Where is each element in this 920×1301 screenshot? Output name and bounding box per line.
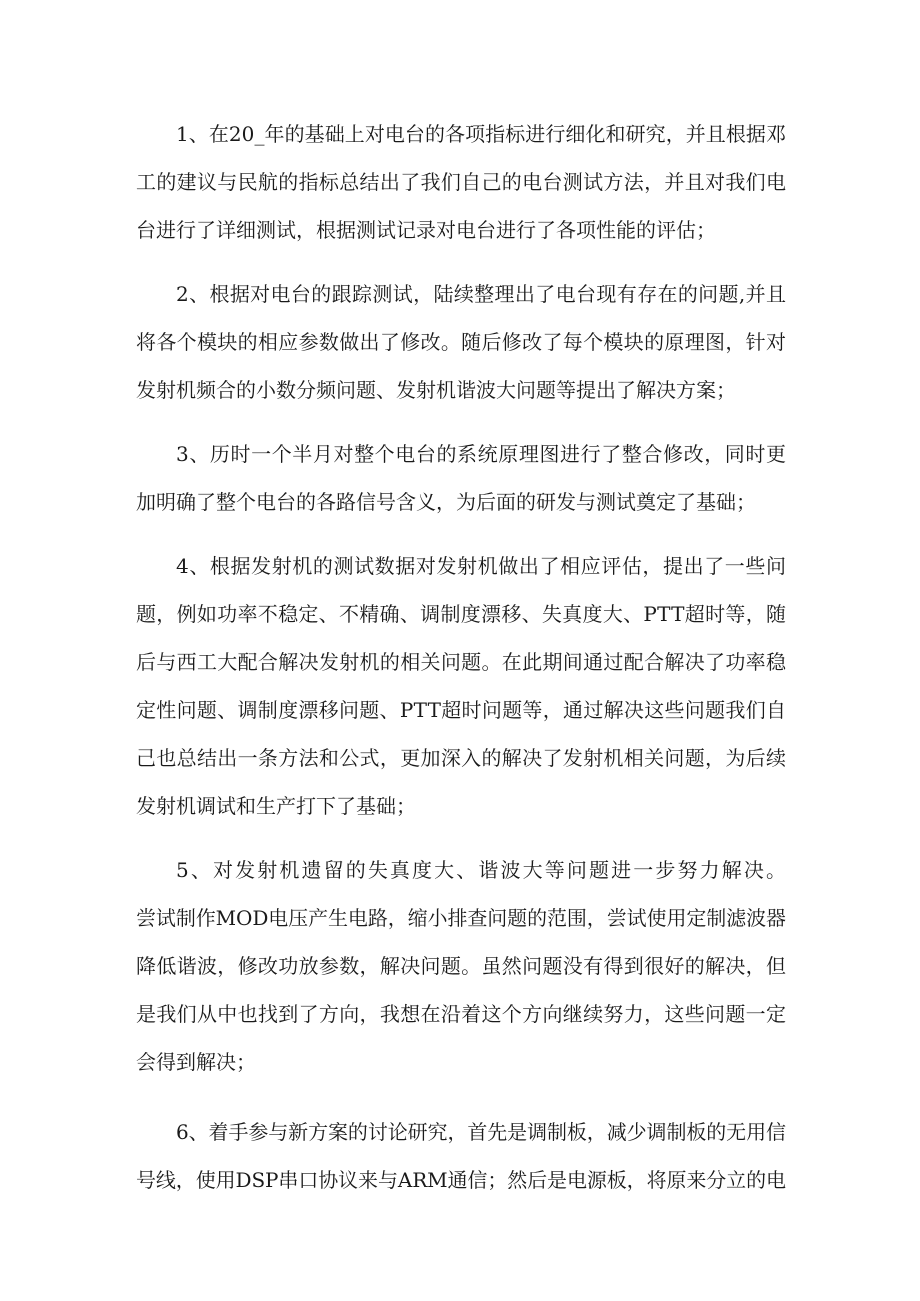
text-line <box>0 1112 920 1152</box>
text-line <box>0 594 920 634</box>
text-line <box>0 994 920 1034</box>
text-line <box>0 1042 920 1082</box>
line-text: 1、在20_年的基础上对电台的各项指标进行细化和研究，并且根据邓 <box>176 122 787 146</box>
text-line <box>0 690 920 730</box>
text-line <box>0 370 920 410</box>
line-text: 2、根据对电台的跟踪测试，陆续整理出了电台现有存在的问题,并且 <box>176 282 787 306</box>
line-text: 5、对发射机遗留的失真度大、谐波大等问题进一步努力解决。 <box>176 858 789 882</box>
text-line <box>0 114 920 154</box>
text-line <box>0 210 920 250</box>
line-text: 将各个模块的相应参数做出了修改。随后修改了每个模块的原理图，针对 <box>136 330 787 354</box>
text-line <box>0 738 920 778</box>
line-text: 发射机调试和生产打下了基础； <box>136 794 416 818</box>
text-line <box>0 546 920 586</box>
line-text: 加明确了整个电台的各路信号含义，为后面的研发与测试奠定了基础； <box>136 490 756 514</box>
line-text: 3、历时一个半月对整个电台的系统原理图进行了整合修改，同时更 <box>176 442 787 466</box>
line-text: 降低谐波，修改功放参数，解决问题。虽然问题没有得到很好的解决，但 <box>136 954 787 978</box>
text-line <box>0 1160 920 1200</box>
text-line <box>0 786 920 826</box>
line-text: 6、着手参与新方案的讨论研究，首先是调制板，减少调制板的无用信 <box>176 1120 786 1144</box>
text-line <box>0 434 920 474</box>
line-text: 工的建议与民航的指标总结出了我们自己的电台测试方法，并且对我们电 <box>136 170 787 194</box>
text-line <box>0 850 920 890</box>
line-text: 尝试制作MOD电压产生电路，缩小排查问题的范围，尝试使用定制滤波器 <box>136 906 786 930</box>
line-text: 题，例如功率不稳定、不精确、调制度漂移、失真度大、PTT超时等，随 <box>136 602 787 626</box>
line-text: 号线，使用DSP串口协议来与ARM通信；然后是电源板，将原来分立的电 <box>136 1168 786 1192</box>
text-line <box>0 482 920 522</box>
text-line <box>0 898 920 938</box>
line-text: 己也总结出一条方法和公式，更加深入的解决了发射机相关问题，为后续 <box>136 746 787 770</box>
line-text: 是我们从中也找到了方向，我想在沿着这个方向继续努力，这些问题一定 <box>136 1002 787 1026</box>
text-line <box>0 274 920 314</box>
text-line <box>0 946 920 986</box>
line-text: 定性问题、调制度漂移问题、PTT超时问题等，通过解决这些问题我们自 <box>136 698 787 722</box>
text-line <box>0 642 920 682</box>
line-text: 4、根据发射机的测试数据对发射机做出了相应评估，提出了一些问 <box>176 554 787 578</box>
line-text: 台进行了详细测试，根据测试记录对电台进行了各项性能的评估； <box>136 218 716 242</box>
text-line <box>0 162 920 202</box>
line-text: 会得到解决； <box>136 1050 256 1074</box>
text-line <box>0 322 920 362</box>
line-text: 后与西工大配合解决发射机的相关问题。在此期间通过配合解决了功率稳 <box>136 650 787 674</box>
line-text: 发射机频合的小数分频问题、发射机谐波大问题等提出了解决方案； <box>136 378 736 402</box>
